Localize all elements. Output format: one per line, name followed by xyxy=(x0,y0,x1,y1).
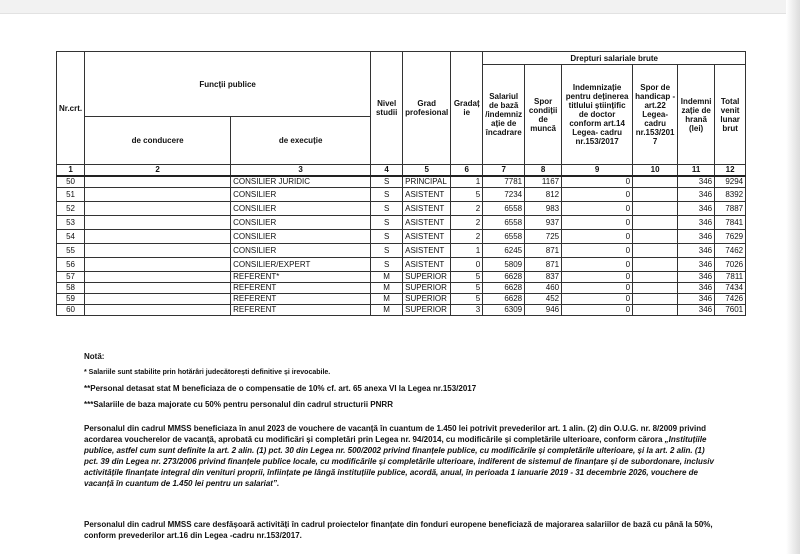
cell-spor: 452 xyxy=(525,294,562,305)
cell-cond xyxy=(85,272,231,283)
cell-nivel: M xyxy=(371,305,403,316)
header-de-executie: de execuție xyxy=(231,117,371,165)
cell-exec: CONSILIER JURIDIC xyxy=(231,176,371,188)
cell-hrana: 346 xyxy=(678,258,715,272)
cell-baza: 7234 xyxy=(483,188,525,202)
cell-nr: 52 xyxy=(57,202,85,216)
cell-hrana: 346 xyxy=(678,176,715,188)
cell-exec: REFERENT xyxy=(231,283,371,294)
voucher-paragraph-text: Personalul din cadrul MMSS beneficiaza în anul 2023 de vouchere de vacanță în cuantum de 1.450 lei potrivit prevederilor art. 1 alin. (2) din O.U.G. nr. 8/2009 privind acordarea voucherelor de vacanță, aprobată cu modificări și completări prin Legea nr. 94/2014, cu modificările și completările ulterioare, conform cărora xyxy=(84,424,706,444)
cell-cond xyxy=(85,176,231,188)
cell-nivel: M xyxy=(371,294,403,305)
cell-gradatie: 1 xyxy=(451,244,483,258)
cell-grad: ASISTENT xyxy=(403,244,451,258)
table-row xyxy=(57,272,746,283)
cell-total: 7434 xyxy=(715,283,746,294)
cell-nivel: S xyxy=(371,244,403,258)
cell-cond xyxy=(85,216,231,230)
cell-cond xyxy=(85,202,231,216)
table-row xyxy=(57,216,746,230)
cell-doctor: 0 xyxy=(562,272,633,283)
page-edge-shadow xyxy=(786,0,800,554)
cell-cond xyxy=(85,244,231,258)
cell-exec: CONSILIER xyxy=(231,244,371,258)
cell-nr: 56 xyxy=(57,258,85,272)
cell-total: 7841 xyxy=(715,216,746,230)
cell-gradatie: 5 xyxy=(451,283,483,294)
cell-nr: 53 xyxy=(57,216,85,230)
cell-gradatie: 2 xyxy=(451,230,483,244)
cell-cond xyxy=(85,188,231,202)
note-3: ***Salariile de baza majorate cu 50% pentru personalul din cadrul structurii PNRR xyxy=(84,400,393,409)
cell-nivel: S xyxy=(371,230,403,244)
cell-doctor: 0 xyxy=(562,176,633,188)
cell-cond xyxy=(85,230,231,244)
cell-doctor: 0 xyxy=(562,202,633,216)
col-number: 6 xyxy=(451,165,483,177)
cell-grad: SUPERIOR xyxy=(403,294,451,305)
cell-hrana: 346 xyxy=(678,202,715,216)
cell-total: 7601 xyxy=(715,305,746,316)
cell-total: 7811 xyxy=(715,272,746,283)
cell-grad: ASISTENT xyxy=(403,188,451,202)
header-total-venit: Total venit lunar brut xyxy=(715,65,746,165)
header-spor-conditii: Spor condiții de muncă xyxy=(525,65,562,165)
cell-handicap xyxy=(633,230,678,244)
cell-nr: 60 xyxy=(57,305,85,316)
cell-hrana: 346 xyxy=(678,283,715,294)
cell-nivel: S xyxy=(371,202,403,216)
cell-grad: ASISTENT xyxy=(403,202,451,216)
cell-handicap xyxy=(633,176,678,188)
col-number: 11 xyxy=(678,165,715,177)
cell-gradatie: 5 xyxy=(451,294,483,305)
cell-nivel: S xyxy=(371,188,403,202)
cell-gradatie: 5 xyxy=(451,272,483,283)
cell-grad: SUPERIOR xyxy=(403,272,451,283)
cell-exec: REFERENT xyxy=(231,294,371,305)
cell-grad: ASISTENT xyxy=(403,258,451,272)
cell-baza: 6558 xyxy=(483,202,525,216)
voucher-paragraph-quote: „Instituțiile publice, astfel cum sunt definite la art. 2 alin. (1) pct. 30 din Legea nr. 500/2002 privind finanțele publice, cu modificările și completările ulterioare, și la art. 2 alin. (1) pct. 39 din Legea nr. 273/2006 privind finanțele publice locale, cu modificările și completările ulterioare, indiferent de sistemul de finanțare și de subordonare, inclusiv activitățile finanțate integral din venituri proprii, înființate pe lângă instituțiile publice, acordă, anual, în perioada 1 ianuarie 2019 - 31 decembrie 2026, vouchere de vacanță în cuantum de 1.450 lei pentru un salariat”. xyxy=(84,435,714,488)
cell-hrana: 346 xyxy=(678,244,715,258)
cell-nr: 50 xyxy=(57,176,85,188)
cell-handicap xyxy=(633,216,678,230)
cell-gradatie: 5 xyxy=(451,188,483,202)
cell-baza: 6628 xyxy=(483,294,525,305)
cell-spor: 725 xyxy=(525,230,562,244)
header-indemnizatie-hrana: Indemni zație de hrană (lei) xyxy=(678,65,715,165)
header-indemnizatie-doctor: Indemnizație pentru deținerea titlului științific de doctor conform art.14 Legea- cadru nr.153/2017 xyxy=(562,65,633,165)
cell-grad: SUPERIOR xyxy=(403,283,451,294)
note-2: **Personal detasat stat M beneficiaza de o compensatie de 10% cf. art. 65 anexa VI la Legea nr.153/2017 xyxy=(84,384,477,393)
cell-handicap xyxy=(633,202,678,216)
cell-total: 9294 xyxy=(715,176,746,188)
cell-nivel: M xyxy=(371,283,403,294)
cell-total: 7462 xyxy=(715,244,746,258)
cell-spor: 983 xyxy=(525,202,562,216)
cell-exec: CONSILIER/EXPERT xyxy=(231,258,371,272)
header-nivel-studii: Nivel studii xyxy=(371,52,403,165)
table-row xyxy=(57,258,746,272)
cell-nr: 54 xyxy=(57,230,85,244)
cell-handicap xyxy=(633,258,678,272)
cell-total: 7426 xyxy=(715,294,746,305)
cell-handicap xyxy=(633,188,678,202)
cell-total: 8392 xyxy=(715,188,746,202)
col-number: 7 xyxy=(483,165,525,177)
cell-grad: ASISTENT xyxy=(403,230,451,244)
cell-baza: 6245 xyxy=(483,244,525,258)
cell-cond xyxy=(85,305,231,316)
cell-nivel: M xyxy=(371,272,403,283)
header-de-conducere: de conducere xyxy=(85,117,231,165)
cell-handicap xyxy=(633,294,678,305)
note-title: Notă: xyxy=(84,352,105,361)
cell-nivel: S xyxy=(371,216,403,230)
cell-nr: 55 xyxy=(57,244,85,258)
table-row xyxy=(57,244,746,258)
cell-nr: 59 xyxy=(57,294,85,305)
header-grad-profesional: Grad profesional xyxy=(403,52,451,165)
cell-nr: 57 xyxy=(57,272,85,283)
table-body xyxy=(57,176,746,316)
cell-exec: REFERENT xyxy=(231,305,371,316)
cell-baza: 7781 xyxy=(483,176,525,188)
col-number: 1 xyxy=(57,165,85,177)
cell-gradatie: 0 xyxy=(451,258,483,272)
col-number: 10 xyxy=(633,165,678,177)
cell-doctor: 0 xyxy=(562,258,633,272)
cell-baza: 6558 xyxy=(483,216,525,230)
header-salariul-baza: Salariul de bază /indemniz ație de încadrare xyxy=(483,65,525,165)
cell-exec: CONSILIER xyxy=(231,230,371,244)
cell-cond xyxy=(85,283,231,294)
col-number: 9 xyxy=(562,165,633,177)
cell-gradatie: 2 xyxy=(451,202,483,216)
col-number: 12 xyxy=(715,165,746,177)
cell-spor: 837 xyxy=(525,272,562,283)
cell-hrana: 346 xyxy=(678,188,715,202)
cell-exec: CONSILIER xyxy=(231,188,371,202)
table-row xyxy=(57,230,746,244)
cell-grad: PRINCIPAL xyxy=(403,176,451,188)
cell-doctor: 0 xyxy=(562,216,633,230)
cell-gradatie: 3 xyxy=(451,305,483,316)
cell-spor: 946 xyxy=(525,305,562,316)
table-row xyxy=(57,188,746,202)
cell-cond xyxy=(85,294,231,305)
cell-hrana: 346 xyxy=(678,294,715,305)
header-functii-publice: Funcții publice xyxy=(85,52,371,117)
cell-baza: 6628 xyxy=(483,272,525,283)
cell-total: 7629 xyxy=(715,230,746,244)
cell-total: 7026 xyxy=(715,258,746,272)
cell-baza: 6309 xyxy=(483,305,525,316)
cell-nr: 51 xyxy=(57,188,85,202)
cell-gradatie: 2 xyxy=(451,216,483,230)
viewer-toolbar-strip xyxy=(0,0,800,14)
cell-exec: CONSILIER xyxy=(231,216,371,230)
cell-doctor: 0 xyxy=(562,283,633,294)
cell-hrana: 346 xyxy=(678,305,715,316)
cell-spor: 1167 xyxy=(525,176,562,188)
cell-spor: 460 xyxy=(525,283,562,294)
header-drepturi-salariale: Drepturi salariale brute xyxy=(483,52,746,65)
cell-baza: 6558 xyxy=(483,230,525,244)
cell-hrana: 346 xyxy=(678,216,715,230)
table-row xyxy=(57,294,746,305)
cell-exec: CONSILIER xyxy=(231,202,371,216)
cell-baza: 6628 xyxy=(483,283,525,294)
cell-spor: 937 xyxy=(525,216,562,230)
note-1: * Salariile sunt stabilite prin hotărâri judecătorești definitive și irevocabile. xyxy=(84,369,331,376)
cell-cond xyxy=(85,258,231,272)
table-row xyxy=(57,202,746,216)
table-row xyxy=(57,283,746,294)
cell-nivel: S xyxy=(371,176,403,188)
cell-exec: REFERENT* xyxy=(231,272,371,283)
cell-total: 7887 xyxy=(715,202,746,216)
cell-doctor: 0 xyxy=(562,294,633,305)
cell-grad: SUPERIOR xyxy=(403,305,451,316)
eu-funds-paragraph: Personalul din cadrul MMSS care desfășoară activități în cadrul proiectelor finanțate din fonduri europene beneficiază de majorarea salariilor de bază cu până la 50%, conform prevederilor art.16 din Legea -cadru nr.153/2017. xyxy=(84,520,713,540)
cell-doctor: 0 xyxy=(562,230,633,244)
cell-spor: 812 xyxy=(525,188,562,202)
col-number: 4 xyxy=(371,165,403,177)
col-number: 5 xyxy=(403,165,451,177)
col-number: 8 xyxy=(525,165,562,177)
cell-doctor: 0 xyxy=(562,244,633,258)
cell-handicap xyxy=(633,305,678,316)
column-number-row xyxy=(57,165,746,177)
voucher-paragraph xyxy=(84,423,714,489)
cell-spor: 871 xyxy=(525,244,562,258)
cell-handicap xyxy=(633,283,678,294)
header-gradatie: Gradaț ie xyxy=(451,52,483,165)
col-number: 3 xyxy=(231,165,371,177)
header-nr-crt: Nr.crt. xyxy=(57,52,85,165)
cell-handicap xyxy=(633,244,678,258)
cell-doctor: 0 xyxy=(562,188,633,202)
header-spor-handicap: Spor de handicap - art.22 Legea-cadru nr.153/201 7 xyxy=(633,65,678,165)
cell-nivel: S xyxy=(371,258,403,272)
cell-spor: 871 xyxy=(525,258,562,272)
cell-baza: 5809 xyxy=(483,258,525,272)
cell-doctor: 0 xyxy=(562,305,633,316)
salary-table xyxy=(56,51,746,316)
cell-hrana: 346 xyxy=(678,272,715,283)
cell-gradatie: 1 xyxy=(451,176,483,188)
cell-hrana: 346 xyxy=(678,230,715,244)
table-row xyxy=(57,176,746,188)
col-number: 2 xyxy=(85,165,231,177)
table-row xyxy=(57,305,746,316)
cell-nr: 58 xyxy=(57,283,85,294)
cell-grad: ASISTENT xyxy=(403,216,451,230)
cell-handicap xyxy=(633,272,678,283)
